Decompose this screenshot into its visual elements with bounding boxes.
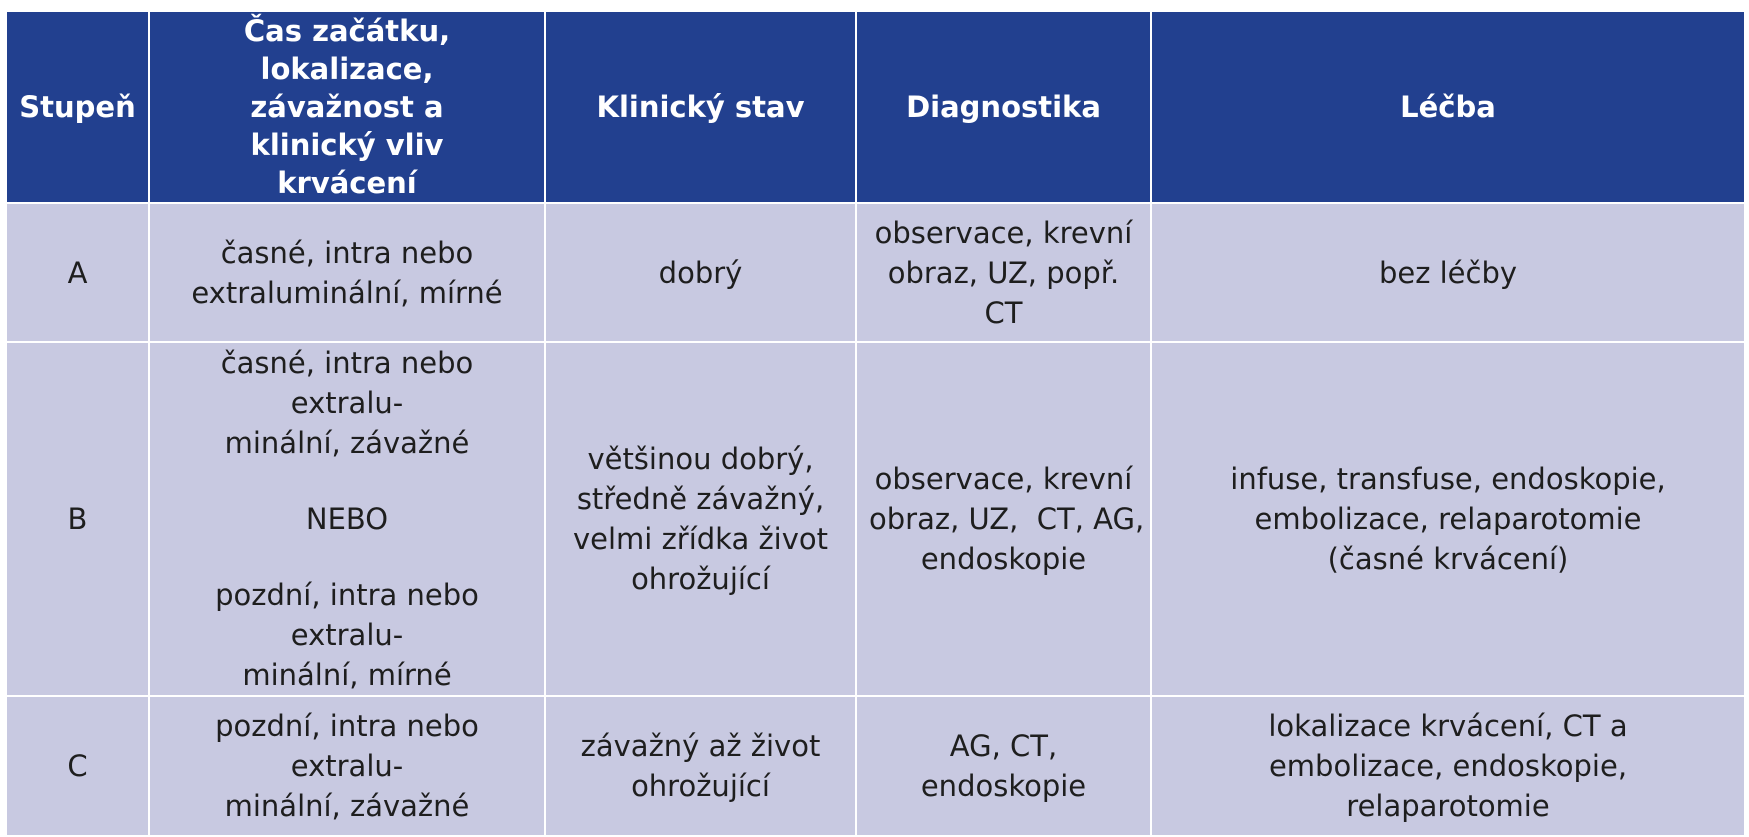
cell-clinical-state: dobrý	[545, 203, 856, 342]
cell-diagnostics: AG, CT, endoskopie	[856, 696, 1151, 836]
cell-clinical-state	[545, 342, 856, 696]
cell-line: observace, krevní	[874, 215, 1133, 250]
header-diagnostics: Diagnostika	[856, 11, 1151, 203]
table-header-row	[6, 11, 1745, 203]
cell-grade: C	[6, 696, 149, 836]
cell-diagnostics	[856, 203, 1151, 342]
header-clinical-state: Klinický stav	[545, 11, 856, 203]
cell-line: extraluminální, mírné	[191, 275, 503, 310]
cell-line: (časné krvácení)	[1327, 542, 1569, 576]
cell-line: ohrožující	[631, 562, 770, 596]
cell-line: velmi zřídka život	[572, 522, 829, 556]
cell-line: většinou dobrý,	[587, 442, 814, 476]
cell-grade: B	[6, 342, 149, 696]
cell-line: obraz, UZ, popř. CT	[887, 255, 1120, 330]
header-treatment: Léčba	[1151, 11, 1745, 203]
cell-line: infuse, transfuse, endoskopie,	[1230, 462, 1666, 496]
cell-line: závažný až život	[580, 729, 821, 763]
cell-line: relaparotomie	[1346, 789, 1550, 823]
cell-line: embolizace, relaparotomie	[1254, 502, 1642, 536]
cell-line: obraz, UZ, CT, AG,	[869, 502, 1145, 536]
table-row	[6, 342, 1745, 696]
cell-onset	[149, 203, 545, 342]
cell-treatment	[1151, 696, 1745, 836]
header-grade: Stupeň	[6, 11, 149, 203]
table-row	[6, 203, 1745, 342]
cell-grade: A	[6, 203, 149, 342]
cell-line: minální, závažné	[224, 789, 470, 823]
cell-line: středně závažný,	[576, 482, 825, 516]
cell-spacer	[162, 539, 532, 575]
cell-or-label: NEBO	[305, 502, 389, 536]
cell-treatment: bez léčby	[1151, 203, 1745, 342]
cell-line: lokalizace krvácení, CT a	[1268, 709, 1628, 743]
cell-line: ohrožující	[631, 769, 770, 803]
cell-line: časné, intra nebo	[220, 235, 474, 270]
cell-line: minální, závažné	[224, 426, 470, 460]
cell-onset	[149, 342, 545, 696]
cell-line: pozdní, intra nebo extralu-	[215, 578, 479, 652]
header-onset: Čas začátku, lokalizace, závažnost a klinický vliv krvácení	[149, 11, 545, 203]
cell-line: časné, intra nebo extralu-	[220, 346, 474, 420]
cell-onset	[149, 696, 545, 836]
cell-line: endoskopie	[920, 542, 1087, 576]
bleeding-grade-table	[5, 10, 1746, 837]
cell-line: minální, mírné	[242, 658, 452, 692]
cell-line: pozdní, intra nebo extralu-	[215, 709, 479, 783]
cell-diagnostics	[856, 342, 1151, 696]
cell-line: observace, krevní	[874, 462, 1133, 496]
cell-spacer	[162, 463, 532, 499]
cell-treatment	[1151, 342, 1745, 696]
cell-line: embolizace, endoskopie,	[1268, 749, 1628, 783]
cell-clinical-state	[545, 696, 856, 836]
table-row	[6, 696, 1745, 836]
